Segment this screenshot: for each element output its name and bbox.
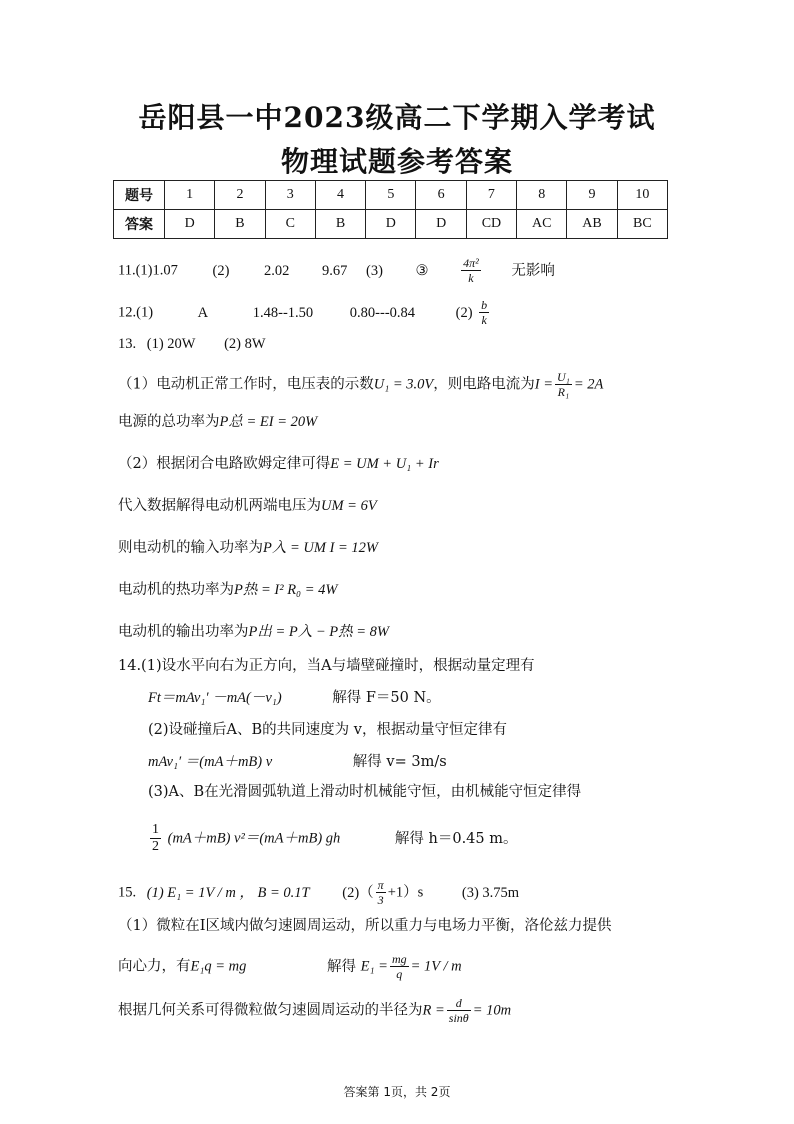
question-number-cell: 1 — [165, 181, 215, 210]
q14-line4 — [148, 752, 447, 772]
q15-answer1: (1) E₁ = 1V / m ， B = 0.1T — [146, 884, 310, 901]
q13-step5 — [118, 538, 378, 558]
q11-fraction — [461, 256, 481, 285]
page-title-line2: 物理试题参考答案 — [280, 145, 513, 178]
q15-step2 — [118, 952, 462, 981]
q15-step2-lhs: E₁ = — [360, 958, 388, 975]
q13-step5-eq: P入 = UM I = 12W — [263, 540, 379, 556]
row-label-answer: 答案 — [114, 210, 165, 239]
q11-part3-label: (3) — [366, 262, 383, 279]
q13-step4 — [118, 496, 377, 516]
q13-answer-line — [118, 334, 266, 354]
answer-table-answer-row — [114, 210, 668, 239]
q15-step3-fraction-denominator: sinθ — [448, 1011, 469, 1025]
page-title-line1: 岳阳县一中2023级高二下学期入学考试 — [138, 101, 656, 134]
q14-line6-fraction — [150, 822, 161, 855]
q13-step4-text: 代入数据解得电动机两端电压为 — [118, 498, 321, 514]
answer-cell: CD — [466, 210, 516, 239]
q13-step2-text: 电源的总功率为 — [118, 414, 220, 430]
q13-step1-fraction — [555, 370, 572, 399]
q12-value3: 0.80---0.84 — [349, 304, 416, 321]
q15-step2-fraction-numerator: mg — [391, 952, 407, 966]
answer-cell: BC — [617, 210, 667, 239]
q12-number: 12. — [118, 304, 137, 321]
q15-step3-fraction-numerator: d — [447, 996, 471, 1011]
answer-cell: AB — [567, 210, 617, 239]
q14-line1: 14.(1)设水平向右为正方向，当A与墙壁碰撞时，根据动量定理有 — [118, 658, 535, 674]
q15-step3-rhs: = 10m — [472, 1002, 512, 1019]
q13-step5-text: 则电动机的输入功率为 — [118, 540, 263, 556]
q13-step1 — [118, 370, 603, 399]
question-number-cell: 10 — [617, 181, 667, 210]
answer-table-number-row — [114, 181, 668, 210]
q13-step7 — [118, 622, 389, 642]
q11-value1: 2.02 — [264, 262, 290, 279]
q14-line2 — [148, 688, 441, 708]
q15-answer3: (3) 3.75m — [461, 884, 520, 901]
q13-step3-eq: E = UM + U₁ + Ir — [330, 456, 439, 472]
q11-tail: 无影响 — [511, 262, 555, 279]
q15-number: 15. — [118, 884, 137, 901]
q15-step2-fraction — [390, 952, 409, 981]
question-number-cell: 8 — [517, 181, 567, 210]
q13-step4-eq: UM = 6V — [321, 498, 377, 514]
q13-step1-eq1: U₁ = 3.0V — [373, 376, 434, 393]
q13-step1-text: （1）电动机正常工作时，电压表的示数 — [118, 376, 374, 393]
q12-fraction-numerator: b — [481, 298, 488, 312]
q15-step3 — [118, 996, 511, 1025]
q15-step3-text: 根据几何关系可得微粒做匀速圆周运动的半径为 — [118, 1002, 423, 1019]
q11-fraction-denominator: k — [468, 271, 474, 285]
q14-line6-fraction-numerator: 1 — [152, 822, 159, 837]
q14-line2-result: 解得 F＝50 N。 — [332, 690, 441, 706]
q13-answer2: (2) 8W — [224, 336, 266, 352]
q13-step6 — [118, 580, 337, 600]
q15-answer2-fraction — [376, 878, 386, 907]
q11-number: 11. — [118, 262, 136, 279]
q12-fraction — [479, 298, 489, 327]
q11-line — [118, 256, 555, 285]
q13-step1-fraction-numerator: U₁ — [557, 370, 570, 384]
answer-cell: D — [366, 210, 416, 239]
q13-step7-text: 电动机的输出功率为 — [118, 624, 249, 640]
question-number-cell: 2 — [215, 181, 265, 210]
q14-line6 — [148, 822, 517, 855]
q11-value2: 9.67 — [322, 262, 348, 279]
q12-line — [118, 298, 491, 327]
page-footer: 答案第 1页，共 2页 — [343, 1085, 451, 1099]
q12-part1-label: (1) — [136, 304, 154, 321]
q12-part2-label: (2) — [455, 304, 473, 321]
answer-cell: B — [215, 210, 265, 239]
q13-step1-lhs: I = — [534, 376, 554, 393]
answer-cell: AC — [517, 210, 567, 239]
q11-part2-label: (2) — [212, 262, 230, 279]
q14-line4-result: 解得 v= 3m/s — [352, 754, 447, 770]
question-number-cell: 3 — [265, 181, 315, 210]
q11-part1: (1)1.07 — [135, 262, 178, 279]
q15-answer2-prefix: (2)（ — [342, 884, 374, 901]
q13-step2 — [118, 412, 317, 432]
q14-line3: (2)设碰撞后A、B的共同速度为 v，根据动量守恒定律有 — [148, 722, 507, 738]
q13-step6-text: 电动机的热功率为 — [118, 582, 234, 598]
question-number-cell: 7 — [466, 181, 516, 210]
q15-step2-rhs: = 1V / m — [410, 958, 462, 975]
row-label-number: 题号 — [114, 181, 165, 210]
q11-value3: ③ — [415, 262, 429, 279]
q13-step1-fraction-denominator: R₁ — [557, 385, 570, 399]
q14-line5: (3)A、B在光滑圆弧轨道上滑动时机械能守恒，由机械能守恒定律得 — [148, 784, 582, 800]
answer-cell: D — [416, 210, 466, 239]
q13-answer1: (1) 20W — [146, 336, 196, 352]
q14-line2-eq: Ft＝mAv₁′ －mA(－v₁) — [148, 690, 282, 706]
q13-step2-eq: P总 = EI = 20W — [219, 414, 318, 430]
q15-answer2-fraction-denominator: 3 — [377, 893, 384, 907]
q12-fraction-denominator: k — [481, 313, 487, 327]
q13-step1-rhs: = 2A — [573, 376, 604, 393]
q13-step3 — [118, 454, 439, 474]
q15-answer-line — [118, 878, 519, 907]
q13-step1-mid: ，则电路电流为 — [433, 376, 535, 393]
q14-line4-eq: mAv₁′ ＝(mA＋mB) v — [148, 754, 273, 770]
q15-step2-eq: E₁q = mg — [190, 958, 247, 975]
q15-step1: （1）微粒在Ⅰ区域内做匀速圆周运动，所以重力与电场力平衡，洛伦兹力提供 — [118, 918, 612, 934]
answer-table — [113, 180, 668, 239]
question-number-cell: 9 — [567, 181, 617, 210]
q15-answer2-fraction-numerator: π — [377, 878, 384, 892]
answer-cell: D — [165, 210, 215, 239]
q15-step3-lhs: R = — [422, 1002, 445, 1019]
answer-cell: B — [315, 210, 365, 239]
q13-number: 13. — [118, 336, 137, 352]
q11-fraction-numerator: 4π² — [463, 256, 479, 270]
q13-step3-text: （2）根据闭合电路欧姆定律可得 — [118, 456, 331, 472]
question-number-cell: 5 — [366, 181, 416, 210]
q14-line6-eq: (mA＋mB) v²＝(mA＋mB) gh — [167, 830, 341, 847]
q15-step2-fraction-denominator: q — [396, 967, 403, 981]
q15-answer2-suffix: +1）s — [387, 884, 424, 901]
q15-step2-text: 向心力，有 — [118, 958, 191, 975]
answer-cell: C — [265, 210, 315, 239]
q12-value2: 1.48--1.50 — [252, 304, 314, 321]
q12-value1: A — [197, 304, 209, 321]
question-number-cell: 4 — [315, 181, 365, 210]
q15-step3-fraction — [447, 996, 471, 1025]
q14-line6-fraction-denominator: 2 — [152, 839, 159, 854]
q14-line6-result: 解得 h＝0.45 m。 — [394, 830, 518, 847]
question-number-cell: 6 — [416, 181, 466, 210]
q13-step7-eq: P出 = P入 − P热 = 8W — [248, 624, 390, 640]
q15-step2-result-label: 解得 — [327, 958, 357, 975]
q13-step6-eq: P热 = I² R₀ = 4W — [234, 582, 338, 598]
